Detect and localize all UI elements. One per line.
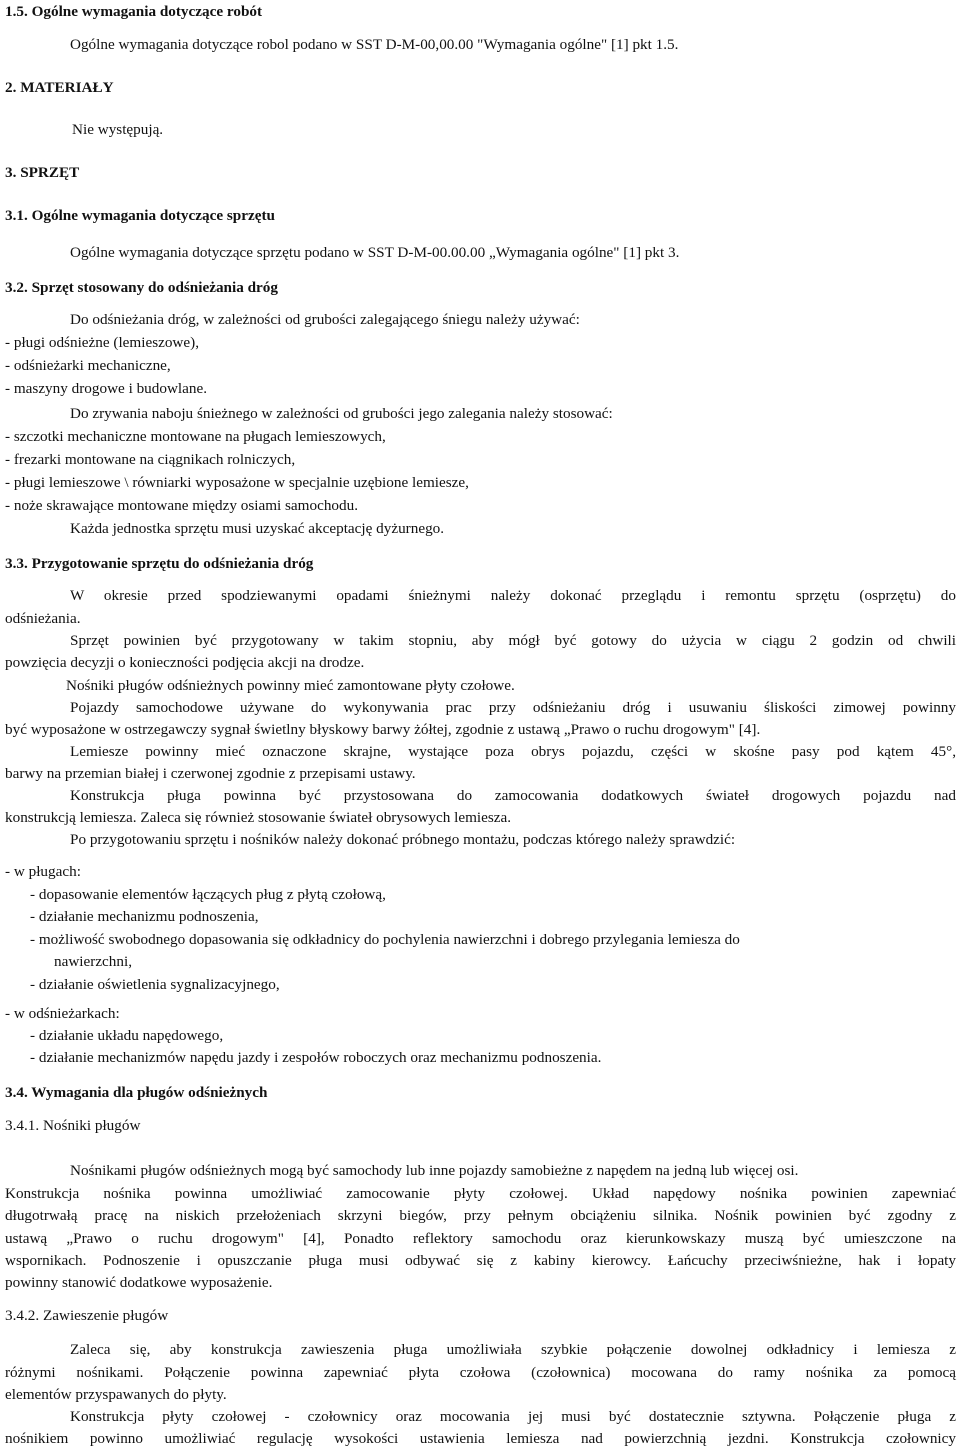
heading-3-4: 3.4. Wymagania dla pługów odśnieżnych [5,1084,268,1101]
list-item: - noże skrawające montowane między osiami samochodu. [5,497,358,514]
paragraph-3-4-1-line: Konstrukcja nośnika powinna umożliwiać zamocowanie płyty czołowej. Układ napędowy nośnika powinien zapewniać [5,1185,956,1202]
heading-1-5: 1.5. Ogólne wymagania dotyczące robót [5,3,263,20]
paragraph-3-3-6-cont: konstrukcją lemiesza. Zaleca się również stosowanie świateł obrysowych lemiesza. [5,809,512,826]
paragraph-3-3-2: Sprzęt powinien być przygotowany w takim stopniu, aby mógł być gotowy do użycia w ciągu 2 godzin od chwili [70,632,956,649]
paragraph-2: Nie występują. [72,121,164,138]
paragraph-3-4-1-line: Nośnikami pługów odśnieżnych mogą być samochody lub inne pojazdy samobieżne z napędem na jedną lub więcej osi. [70,1162,799,1179]
paragraph-3-4-2-line: różnymi nośnikami. Połączenie powinna zapewniać płyta czołowa (czołownica) mocowana do ramy nośnika za pomocą [5,1364,956,1381]
heading-3-2: 3.2. Sprzęt stosowany do odśnieżania dróg [5,279,278,296]
paragraph-3-3-5-cont: barwy na przemian białej i czerwonej zgodnie z przepisami ustawy. [5,765,416,782]
list-item: - pługi odśnieżne (lemieszowe), [5,334,199,351]
list-item: - działanie oświetlenia sygnalizacyjnego, [30,976,280,993]
list-item: - działanie mechanizmów napędu jazdy i zespołów roboczych oraz mechanizmu podnoszenia. [30,1049,602,1066]
paragraph-3-4-2-line: nośnikiem powinno umożliwiać regulację wysokości ustawienia lemiesza nad powierzchnią jezdni. Konstrukcja czołownicy [5,1430,956,1447]
list-item: - działanie mechanizmu podnoszenia, [30,908,259,925]
paragraph-3-3-4-cont: być wyposażone w ostrzegawczy sygnał świetlny błyskowy barwy żółtej, zgodnie z ustawą „Prawo o ruchu drogowym" [4]. [5,721,761,738]
paragraph-3-4-1-line: długotrwałą pracę na niskich przełożeniach skrzyni biegów, przy pełnym obciążeniu silnika. Nośnik powinien być zgodny z [5,1207,956,1224]
list-item: - odśnieżarki mechaniczne, [5,357,171,374]
heading-3-4-1: 3.4.1. Nośniki pługów [5,1117,141,1134]
paragraph-3-3-4: Pojazdy samochodowe używane do wykonywania prac przy odśnieżaniu dróg i usuwaniu śliskości zimowej powinny [70,699,956,716]
paragraph-3-3-3: Nośniki pługów odśnieżnych powinny mieć zamontowane płyty czołowe. [66,677,515,694]
paragraph-3-2-intro: Do odśnieżania dróg, w zależności od grubości zalegającego śniegu należy używać: [70,311,580,328]
paragraph-3-4-2-line: elementów przyspawanych do płyty. [5,1386,227,1403]
list-item: - pługi lemieszowe \ równiarki wyposażone w specjalnie uzębione lemiesze, [5,474,469,491]
paragraph-3-4-2-line: Konstrukcja płyty czołowej - czołownicy oraz mocowania jej musi być dostatecznie sztywna. Połączenie pługa z [70,1408,956,1425]
heading-3-1: 3.1. Ogólne wymagania dotyczące sprzętu [5,207,275,224]
list-item: - maszyny drogowe i budowlane. [5,380,208,397]
paragraph-3-3-1: W okresie przed spodziewanymi opadami śnieżnymi należy dokonać przeglądu i remontu sprzętu (osprzętu) do [70,587,956,604]
heading-3-4-2: 3.4.2. Zawieszenie pługów [5,1307,169,1324]
heading-3-3: 3.3. Przygotowanie sprzętu do odśnieżania dróg [5,555,314,572]
paragraph-3-3-2-cont: powzięcia decyzji o konieczności podjęcia akcji na drodze. [5,654,365,671]
paragraph-3-3-1-cont: odśnieżania. [5,610,81,627]
list-item: - frezarki montowane na ciągnikach rolniczych, [5,451,296,468]
heading-3: 3. SPRZĘT [5,164,80,181]
list-item-cont: nawierzchni, [54,953,133,970]
paragraph-3-4-2-line: Zaleca się, aby konstrukcja zawieszenia pługa umożliwiała szybkie połączenie dowolnej odkładnicy i lemiesza z [70,1341,956,1358]
paragraph-3-4-1-line: powinny stanowić dodatkowe wyposażenie. [5,1274,273,1291]
list-item: - szczotki mechaniczne montowane na pługach lemieszowych, [5,428,386,445]
heading-2: 2. MATERIAŁY [5,79,114,96]
paragraph-3-3-7: Po przygotowaniu sprzętu i nośników należy dokonać próbnego montażu, podczas którego należy sprawdzić: [70,831,736,848]
list-item: - możliwość swobodnego dopasowania się odkładnicy do pochylenia nawierzchni i dobrego przylegania lemiesza do [30,931,740,948]
paragraph-3-4-1-line: ustawą „Prawo o ruchu drogowym" [4], Ponadto reflektory samochodu oraz kierunkowskazy muszą być umieszczone na [5,1230,956,1247]
paragraph-3-3-5: Lemiesze powinny mieć oznaczone skrajne, wystające poza obrys pojazdu, części w skośne pasy pod kątem 45°, [70,743,956,760]
paragraph-3-2-closing: Każda jednostka sprzętu musi uzyskać akceptację dyżurnego. [70,520,445,537]
paragraph-1-5: Ogólne wymagania dotyczące robol podano w SST D-M-00,00.00 "Wymagania ogólne" [1] pkt 1.5. [70,36,679,53]
paragraph-3-1: Ogólne wymagania dotyczące sprzętu podano w SST D-M-00.00.00 „Wymagania ogólne" [1] pkt 3. [70,244,680,261]
list-group-plough: - w pługach: [5,863,81,880]
paragraph-3-2-intro2: Do zrywania naboju śnieżnego w zależności od grubości jego zalegania należy stosować: [70,405,613,422]
list-item: - dopasowanie elementów łączących pług z płytą czołową, [30,886,386,903]
paragraph-3-4-1-line: wspornikach. Podnoszenie i opuszczanie pługa musi odbywać się z kabiny kierowcy. Łańcuchy przeciwśnieżne, hak i łopaty [5,1252,956,1269]
list-item: - działanie układu napędowego, [30,1027,224,1044]
paragraph-3-3-6: Konstrukcja pługa powinna być przystosowana do zamocowania dodatkowych świateł drogowych pojazdu nad [70,787,956,804]
list-group-snowblower: - w odśnieżarkach: [5,1005,120,1022]
